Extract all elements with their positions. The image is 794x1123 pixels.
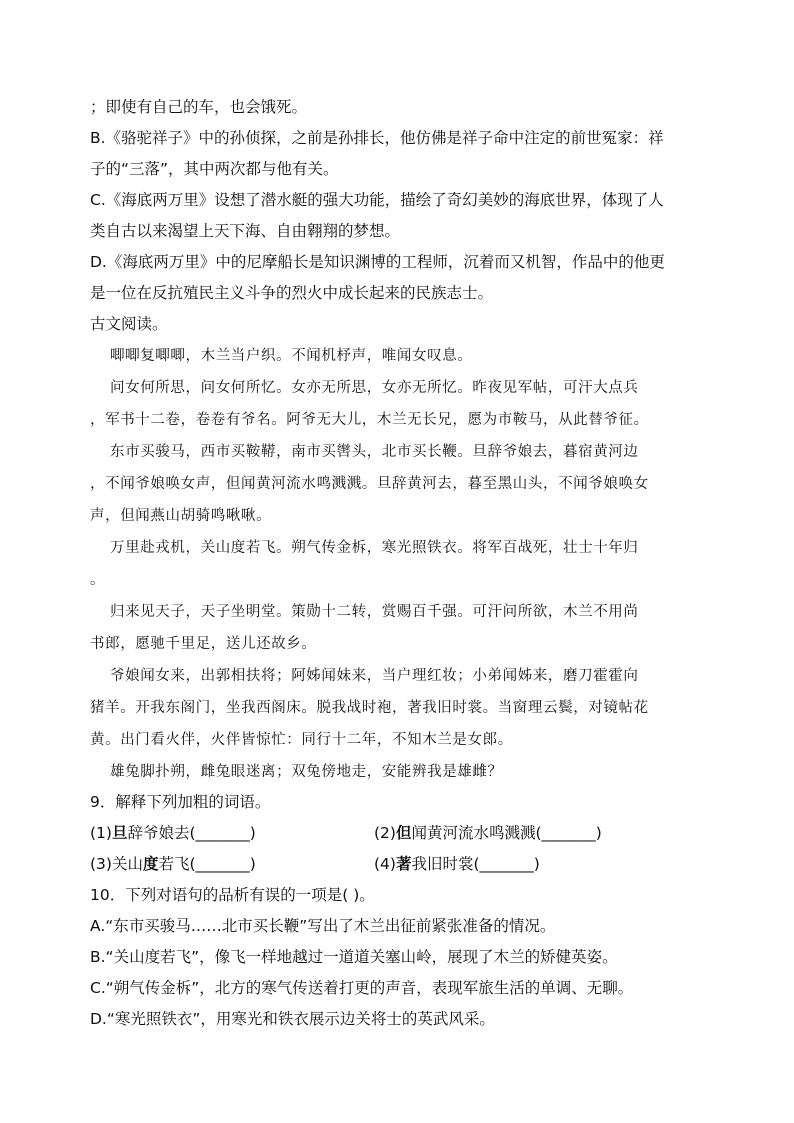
option-c-line-1: C.《海底两万里》设想了潜水艇的强大功能，描绘了奇幻美妙的海底世界，体现了人 — [90, 191, 664, 209]
question-9-item-2: (2)但闻黄河流水鸣溅溅(_______) — [374, 824, 602, 842]
question-9-item-3: (3)关山度若飞(_______) — [90, 855, 256, 873]
poem-line: 东市买骏马，西市买鞍鞯，南市买辔头，北市买长鞭。旦辞爷娘去，暮宿黄河边 — [110, 444, 639, 460]
question-10-stem: 10．下列对语句的品析有误的一项是( )。 — [90, 886, 375, 904]
poem-line: 声，但闻燕山胡骑鸣啾啾。 — [90, 508, 272, 524]
option-b-line-1: B.《骆驼祥子》中的孙侦探，之前是孙排长，他仿佛是祥子命中注定的前世冤家：祥 — [90, 129, 664, 147]
bold-word: 旦 — [111, 824, 128, 842]
poem-line: 唧唧复唧唧，木兰当户织。不闻机杼声，唯闻女叹息。 — [110, 348, 473, 364]
option-c-line-2: 类自古以来渴望上天下海、自由翱翔的梦想。 — [90, 222, 401, 240]
poem-line: 爷娘闻女来，出郭相扶将；阿姊闻妹来，当户理红妆；小弟闻姊来，磨刀霍霍向 — [110, 668, 639, 684]
option-d-line-1: D.《海底两万里》中的尼摩船长是知识渊博的工程师，沉着而又机智，作品中的他更 — [90, 253, 665, 271]
bold-word: 度 — [142, 855, 159, 873]
question-10-option-b: B.“关山度若飞”，像飞一样地越过一道道关塞山岭，展现了木兰的矫健英姿。 — [90, 948, 618, 966]
bold-word: 著 — [395, 855, 412, 873]
question-9-stem: 9．解释下列加粗的词语。 — [90, 793, 271, 811]
poem-line: ，不闻爷娘唤女声，但闻黄河流水鸣溅溅。旦辞黄河去，暮至黑山头，不闻爷娘唤女 — [90, 476, 649, 492]
option-b-line-2: 子的“三落”，其中两次都与他有关。 — [90, 160, 339, 178]
question-10-option-d: D.“寒光照铁衣”，用寒光和铁衣展示边关将士的英武风采。 — [90, 1010, 495, 1028]
question-9-item-4: (4)著我旧时裳(_______) — [374, 855, 540, 873]
question-9-item-1: (1)旦辞爷娘去(_______) — [90, 824, 256, 842]
poem-line: 猪羊。开我东阁门，坐我西阁床。脱我战时袍，著我旧时裳。当窗理云鬓，对镜帖花 — [90, 700, 649, 716]
poem-line: ，军书十二卷，卷卷有爷名。阿爷无大儿，木兰无长兄，愿为市鞍马，从此替爷征。 — [90, 412, 649, 428]
question-10-option-a: A.“东市买骏马……北市买长鞭”写出了木兰出征前紧张准备的情况。 — [90, 917, 556, 935]
question-10-option-c: C.“朔气传金柝”，北方的寒气传送着打更的声音，表现军旅生活的单调、无聊。 — [90, 979, 634, 997]
section-title: 古文阅读。 — [90, 315, 168, 333]
poem-line: 归来见天子，天子坐明堂。策勋十二转，赏赐百千强。可汗问所欲，木兰不用尚 — [110, 604, 639, 620]
poem-line: 书郎，愿驰千里足，送儿还故乡。 — [90, 636, 317, 652]
poem-line: 雄兔脚扑朔，雌兔眼迷离；双兔傍地走，安能辨我是雄雌？ — [110, 764, 503, 780]
question-9-row-1 — [90, 823, 710, 843]
option-a-tail: ；即使有自己的车，也会饿死。 — [90, 98, 308, 116]
question-9-row-2 — [90, 854, 710, 874]
poem-line: 。 — [90, 572, 106, 588]
poem-line: 问女何所思，问女何所忆。女亦无所思，女亦无所忆。昨夜见军帖，可汗大点兵 — [110, 380, 639, 396]
bold-word: 但 — [395, 824, 412, 842]
option-d-line-2: 是一位在反抗殖民主义斗争的烈火中成长起来的民族志士。 — [90, 284, 494, 302]
poem-line: 黄。出门看火伴，火伴皆惊忙：同行十二年，不知木兰是女郎。 — [90, 732, 513, 748]
poem-line: 万里赴戎机，关山度若飞。朔气传金柝，寒光照铁衣。将军百战死，壮士十年归 — [110, 540, 639, 556]
